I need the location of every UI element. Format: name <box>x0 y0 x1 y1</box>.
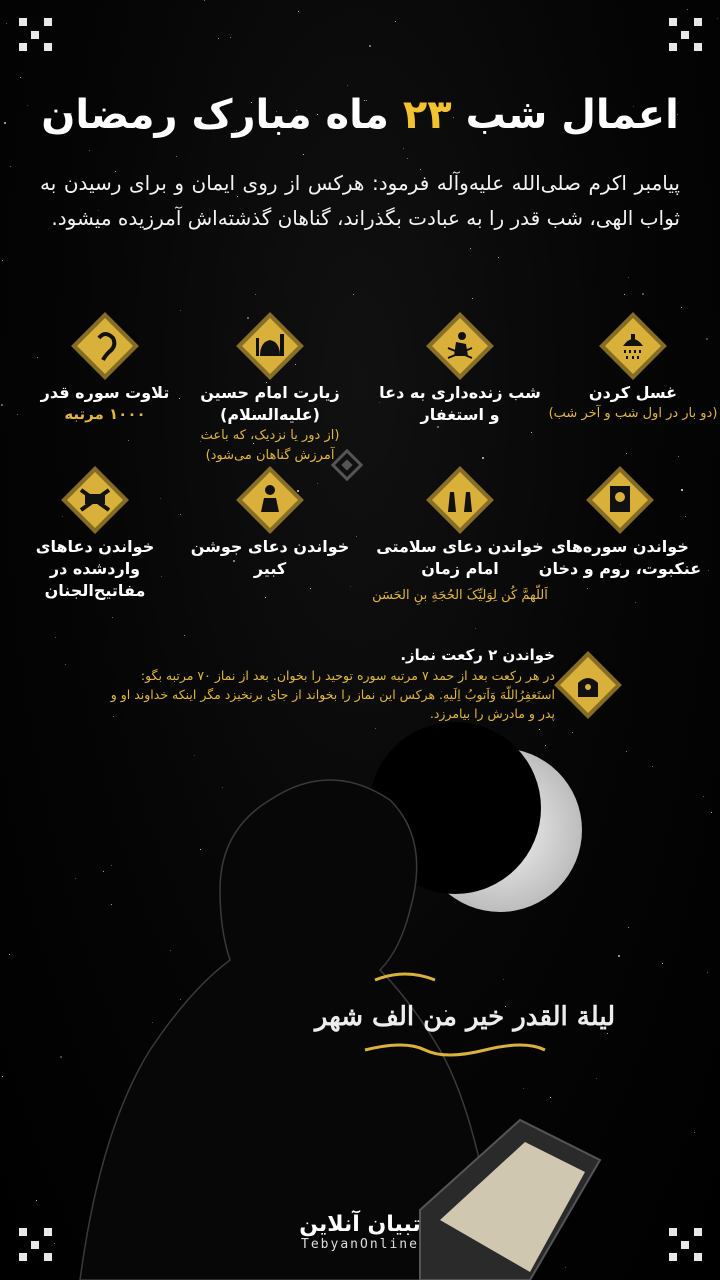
item-title: خواندن دعای سلامتی امام زمان <box>376 537 544 578</box>
praying-person-icon <box>430 316 490 376</box>
open-quran-icon <box>65 470 125 530</box>
star <box>403 148 404 149</box>
tebyan-logo <box>0 1212 720 1252</box>
item-subtitle: (از دور یا نزدیک، که باعث آمرزش گناهان می‌شود) <box>200 428 340 463</box>
star <box>531 432 532 433</box>
item-title: خواندن دعاهای واردشده در مفاتیح‌الجنان <box>35 537 155 600</box>
logo-en: TebyanOnline <box>301 1237 419 1252</box>
corner-ornament-top-right <box>668 18 702 52</box>
star <box>628 277 629 278</box>
item-title: زیارت امام حسین (علیه‌السلام) <box>200 383 340 424</box>
raised-hands-icon <box>430 470 490 530</box>
star <box>230 37 231 38</box>
item-ghusl <box>548 316 718 424</box>
item-title: تلاوت سوره قدر <box>40 383 170 402</box>
reading-person-icon <box>240 470 300 530</box>
intro-hadith: پیامبر اکرم صلی‌الله علیه‌وآله فرمود: هرکس از روی ایمان و برای رسیدن به ثواب الهی، شب قدر را به عبادت بگذراند، گناهان گذشته‌اش آمرزیده میشود. <box>40 171 680 230</box>
item-vigil <box>375 316 545 426</box>
star <box>472 298 473 299</box>
star <box>642 293 644 295</box>
star <box>180 310 181 311</box>
star <box>635 602 636 603</box>
prayer-title: خواندن ۲ رکعت نماز. <box>400 646 555 664</box>
shower-icon <box>603 316 663 376</box>
star <box>587 588 588 589</box>
star <box>708 570 709 571</box>
page-title <box>0 92 720 138</box>
prayer-description: در هر رکعت بعد از حمد ۷ مرتبه سوره توحید را بخوان. بعد از نماز ۷۰ مرتبه بگو: استَغفِرُاللّهَ وَاَتوبُ اِلَیهِ. هرکس این نماز را بخواند از جای برنخیزد مگر اینکه خداوند او و پدر و مادرش را بیامرزد. <box>110 668 555 721</box>
star <box>375 728 376 729</box>
star <box>475 628 476 629</box>
star <box>347 85 348 86</box>
item-title: خواندن دعای جوشن کبیر <box>190 537 350 578</box>
item-surahs <box>535 470 705 580</box>
quran-book-icon <box>590 470 650 530</box>
item-title: غسل کردن <box>588 383 678 402</box>
star <box>180 514 181 515</box>
title-part2: ماه مبارک رمضان <box>41 92 389 138</box>
item-subtitle: (دو بار در اول شب و آخر شب) <box>548 406 718 421</box>
star <box>687 9 688 10</box>
item-subtitle: اَللّهمَّ کُن لِوَلیِّکَ الحُجَةِ بنِ الحَسَن <box>372 588 548 603</box>
calligraphy-text: لیلة القدر خیر من الف شهر <box>314 1002 616 1032</box>
star <box>350 586 351 587</box>
item-title: شب زنده‌داری به دعا و استغفار <box>379 383 541 424</box>
star <box>204 0 205 1</box>
prayer-mat-icon <box>558 655 618 715</box>
ear-icon <box>75 316 135 376</box>
star <box>572 732 573 733</box>
item-qadr-recitation <box>20 316 190 424</box>
star <box>298 11 299 12</box>
item-mafatih-duas <box>10 470 180 602</box>
star <box>303 154 304 155</box>
item-title: خواندن سوره‌های عنکبوت، روم و دخان <box>538 537 702 578</box>
title-number: ۲۳ <box>402 92 452 138</box>
star <box>265 597 266 598</box>
logo-fa: تبیان آنلاین <box>299 1212 421 1237</box>
title-part1: اعمال شب <box>465 92 679 138</box>
item-ziyarat <box>185 316 355 466</box>
laylat-al-qadr-calligraphy <box>314 930 616 1100</box>
star <box>128 440 129 441</box>
item-subtitle: ۱۰۰۰ مرتبه <box>64 405 146 423</box>
mosque-icon <box>240 316 300 376</box>
item-jowshan-kabir <box>185 470 355 580</box>
corner-ornament-top-left <box>18 18 52 52</box>
item-salamati-dua <box>370 470 550 606</box>
prayer-block <box>110 646 555 723</box>
